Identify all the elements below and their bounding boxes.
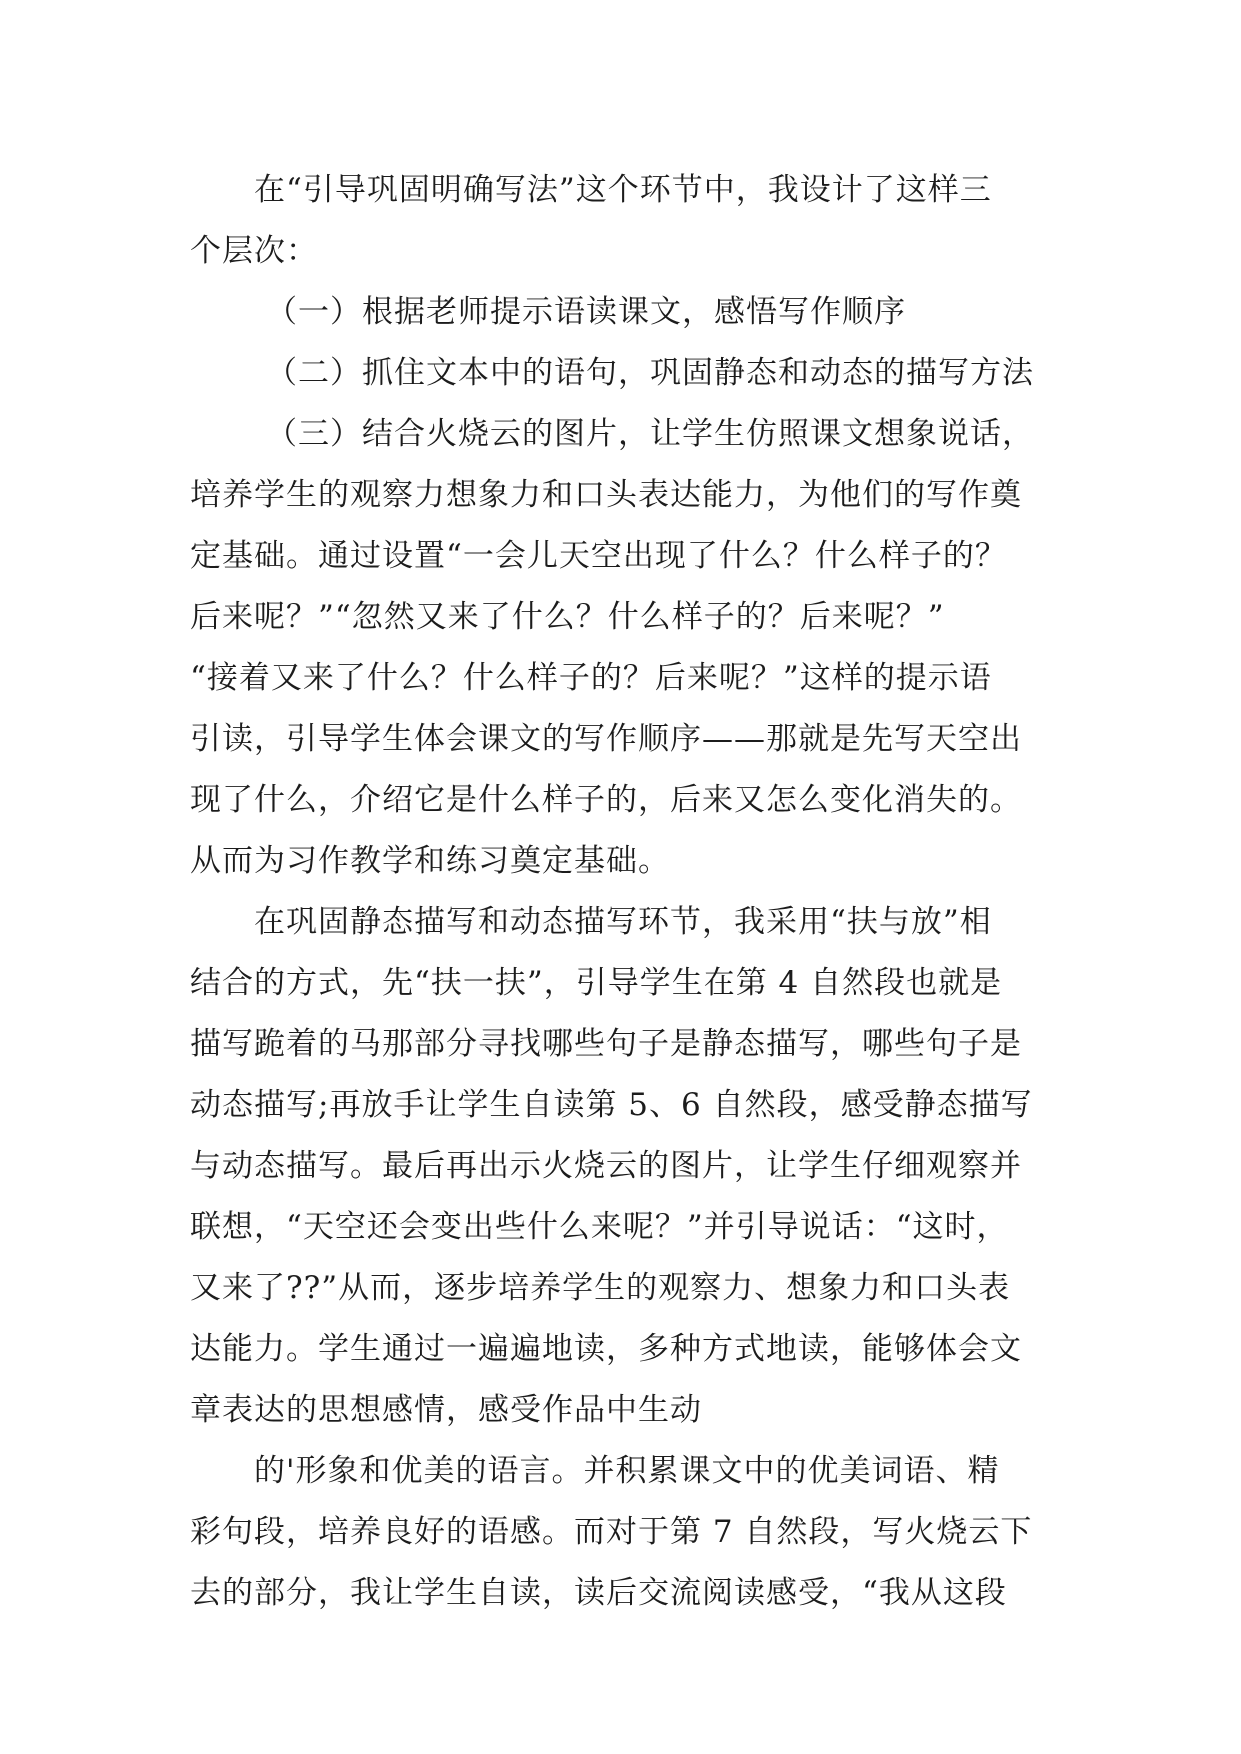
text-line: 定基础。通过设置“一会儿天空出现了什么？什么样子的？ bbox=[190, 538, 1007, 574]
text-line: 个层次： bbox=[190, 233, 318, 269]
list-item-two: （二）抓住文本中的语句，巩固静态和动态的描写方法 bbox=[266, 355, 1034, 391]
text-line: 从而为习作教学和练习奠定基础。 bbox=[190, 843, 670, 879]
text-line: 达能力。学生通过一遍遍地读，多种方式地读，能够体会文 bbox=[190, 1331, 1022, 1367]
text-line: 去的部分，我让学生自读，读后交流阅读感受，“我从这段 bbox=[190, 1575, 1007, 1611]
text-line: 培养学生的观察力想象力和口头表达能力，为他们的写作奠 bbox=[190, 477, 1022, 513]
text-line: 与动态描写。最后再出示火烧云的图片，让学生仔细观察并 bbox=[190, 1148, 1022, 1184]
text-line: 的'形象和优美的语言。并积累课文中的优美词语、精 bbox=[254, 1453, 1000, 1489]
text-line: 在巩固静态描写和动态描写环节，我采用“扶与放”相 bbox=[254, 904, 992, 940]
text-line: 现了什么，介绍它是什么样子的，后来又怎么变化消失的。 bbox=[190, 782, 1022, 818]
text-line: 动态描写;再放手让学生自读第 5、6 自然段，感受静态描写 bbox=[190, 1087, 1033, 1123]
text-line: 描写跪着的马那部分寻找哪些句子是静态描写，哪些句子是 bbox=[190, 1026, 1022, 1062]
document-body bbox=[190, 160, 1050, 1624]
text-line: 引读，引导学生体会课文的写作顺序——那就是先写天空出 bbox=[190, 721, 1022, 757]
text-line: “接着又来了什么？什么样子的？后来呢？”这样的提示语 bbox=[190, 660, 992, 696]
text-line: 又来了??”从而，逐步培养学生的观察力、想象力和口头表 bbox=[190, 1270, 1011, 1306]
text-line: 彩句段，培养良好的语感。而对于第 7 自然段，写火烧云下 bbox=[190, 1514, 1033, 1550]
list-item-one: （一）根据老师提示语读课文，感悟写作顺序 bbox=[266, 294, 906, 330]
text-line: 结合的方式，先“扶一扶”，引导学生在第 4 自然段也就是 bbox=[190, 965, 1003, 1001]
text-line: 后来呢？”“忽然又来了什么？什么样子的？后来呢？” bbox=[190, 599, 945, 635]
text-line: 章表达的思想感情，感受作品中生动 bbox=[190, 1392, 702, 1428]
text-line: 联想，“天空还会变出些什么来呢？”并引导说话：“这时， bbox=[190, 1209, 1009, 1245]
text-line: 在“引导巩固明确写法”这个环节中，我设计了这样三 bbox=[254, 172, 992, 208]
list-item-three: （三）结合火烧云的图片，让学生仿照课文想象说话， bbox=[266, 416, 1034, 452]
